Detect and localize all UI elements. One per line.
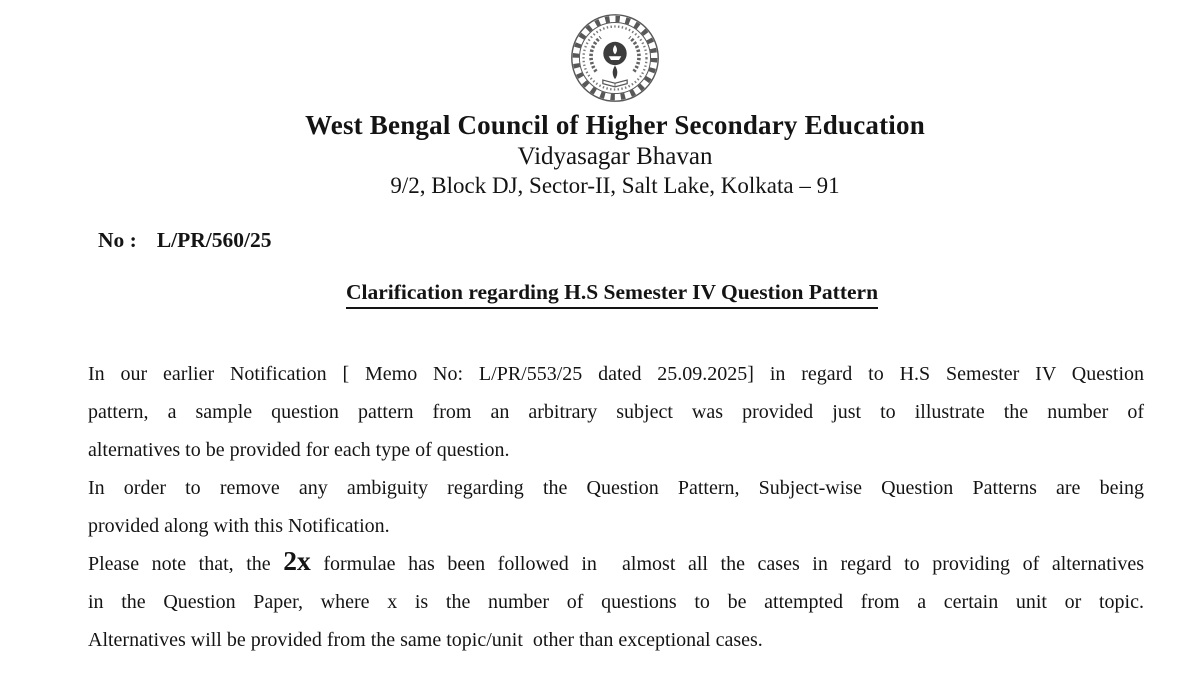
body-line: provided along with this Notification. xyxy=(88,515,390,537)
subject-heading: Clarification regarding H.S Semester IV Question Pattern xyxy=(346,280,878,309)
paragraph-2 xyxy=(88,469,1144,545)
org-name: West Bengal Council of Higher Secondary Education xyxy=(305,110,925,140)
body-line: pattern, a sample question pattern from an arbitrary subject was provided just to illustrate the number of xyxy=(88,401,1144,423)
memo-label: No : xyxy=(98,228,137,252)
letterhead xyxy=(0,0,1200,199)
memo-row xyxy=(98,228,1200,253)
body-line: In order to remove any ambiguity regarding the Question Pattern, Subject-wise Question Patterns are being xyxy=(88,477,1144,499)
wbchse-seal-logo xyxy=(570,13,660,103)
body-line: Alternatives will be provided from the same topic/unit other than exceptional cases. xyxy=(88,629,763,651)
para3-text-after-2x: formulae has been followed in almost all the cases in regard to providing of alternatives xyxy=(310,553,1144,575)
body-line: alternatives to be provided for each type of question. xyxy=(88,439,510,461)
address-line: 9/2, Block DJ, Sector-II, Salt Lake, Kolkata – 91 xyxy=(390,173,840,198)
body-line xyxy=(88,545,1144,583)
subject-row xyxy=(0,280,1200,309)
paragraph-3 xyxy=(88,545,1144,659)
body-line: in the Question Paper, where x is the number of questions to be attempted from a certain unit or topic. xyxy=(88,591,1144,613)
paragraph-1 xyxy=(88,355,1144,469)
para3-text-before-2x: Please note that, the xyxy=(88,553,284,575)
letter-body xyxy=(88,355,1144,659)
body-line: In our earlier Notification [ Memo No: L/PR/553/25 dated 25.09.2025] in regard to H.S Semester IV Question xyxy=(88,363,1144,385)
two-x-emphasis: 2x xyxy=(283,545,311,576)
memo-number: L/PR/560/25 xyxy=(156,228,272,252)
building-name: Vidyasagar Bhavan xyxy=(517,143,713,170)
